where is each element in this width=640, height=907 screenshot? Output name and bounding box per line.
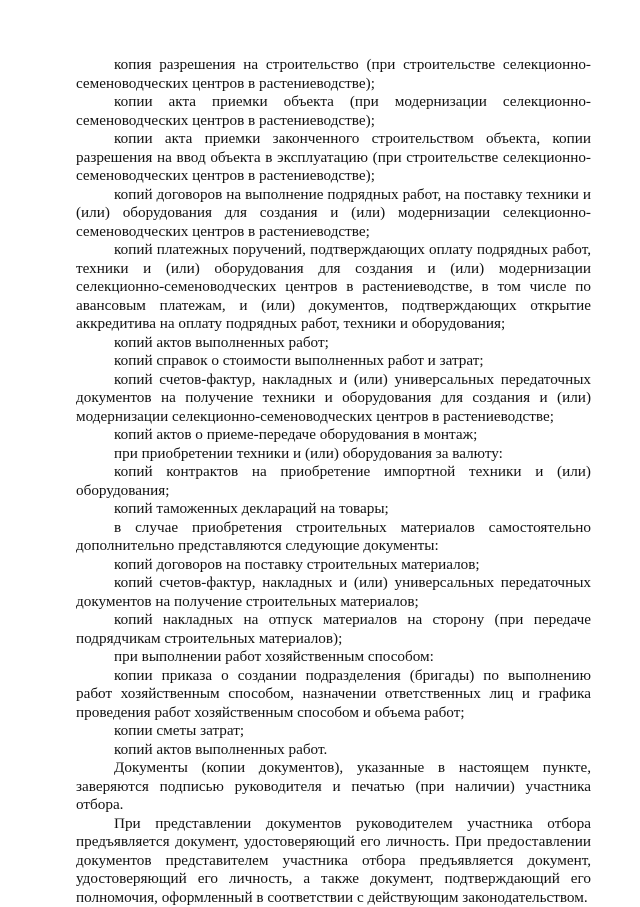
paragraph: копия разрешения на строительство (при строительстве селекционно-семеноводческих центров в растениеводстве); [76,56,591,93]
paragraph: копий накладных на отпуск материалов на сторону (при передаче подрядчикам строительных материалов); [76,611,591,648]
paragraph: при выполнении работ хозяйственным способом: [76,648,591,667]
paragraph: копий таможенных деклараций на товары; [76,500,591,519]
paragraph: копий платежных поручений, подтверждающих оплату подрядных работ, техники и (или) оборудования для создания и (или) модернизации селекционно-семеноводческих центров в растениеводстве, в том числе по авансовым платежам, и (или) документов, подтверждающих открытие аккредитива на оплату подрядных работ, техники и оборудования; [76,241,591,334]
paragraph: при приобретении техники и (или) оборудования за валюту: [76,445,591,464]
paragraph: Документы (копии документов), указанные в настоящем пункте, заверяются подписью руководителя и печатью (при наличии) участника отбора. [76,759,591,815]
paragraph: копий контрактов на приобретение импортной техники и (или) оборудования; [76,463,591,500]
paragraph: копий справок о стоимости выполненных работ и затрат; [76,352,591,371]
paragraph: копий договоров на поставку строительных материалов; [76,556,591,575]
paragraph: копии сметы затрат; [76,722,591,741]
paragraph: копий договоров на выполнение подрядных работ, на поставку техники и (или) оборудования для создания и (или) модернизации селекционно-семеноводческих центров в растениеводстве; [76,186,591,242]
paragraph: При представлении документов руководителем участника отбора предъявляется документ, удостоверяющий его личность. При предоставлении документов представителем участника отбора предъявляется документ, удостоверяющий его личность, а также документ, подтверждающий его полномочия, оформленный в соответствии с действующим законодательством. [76,815,591,907]
paragraph: в случае приобретения строительных материалов самостоятельно дополнительно представляются следующие документы: [76,519,591,556]
paragraph: копий актов о приеме-передаче оборудования в монтаж; [76,426,591,445]
paragraph: копий актов выполненных работ; [76,334,591,353]
paragraph: копии акта приемки объекта (при модернизации селекционно-семеноводческих центров в растениеводстве); [76,93,591,130]
paragraph: копии акта приемки законченного строительством объекта, копии разрешения на ввод объекта в эксплуатацию (при строительстве селекционно-семеноводческих центров в растениеводстве); [76,130,591,186]
paragraph: копий счетов-фактур, накладных и (или) универсальных передаточных документов на получение строительных материалов; [76,574,591,611]
paragraph: копии приказа о создании подразделения (бригады) по выполнению работ хозяйственным способом, назначении ответственных лиц и графика проведения работ хозяйственным способом и объема работ; [76,667,591,723]
paragraph: копий актов выполненных работ. [76,741,591,760]
paragraph: копий счетов-фактур, накладных и (или) универсальных передаточных документов на получение техники и оборудования для создания и (или) модернизации селекционно-семеноводческих центров в растениеводстве; [76,371,591,427]
document-page [76,56,591,907]
